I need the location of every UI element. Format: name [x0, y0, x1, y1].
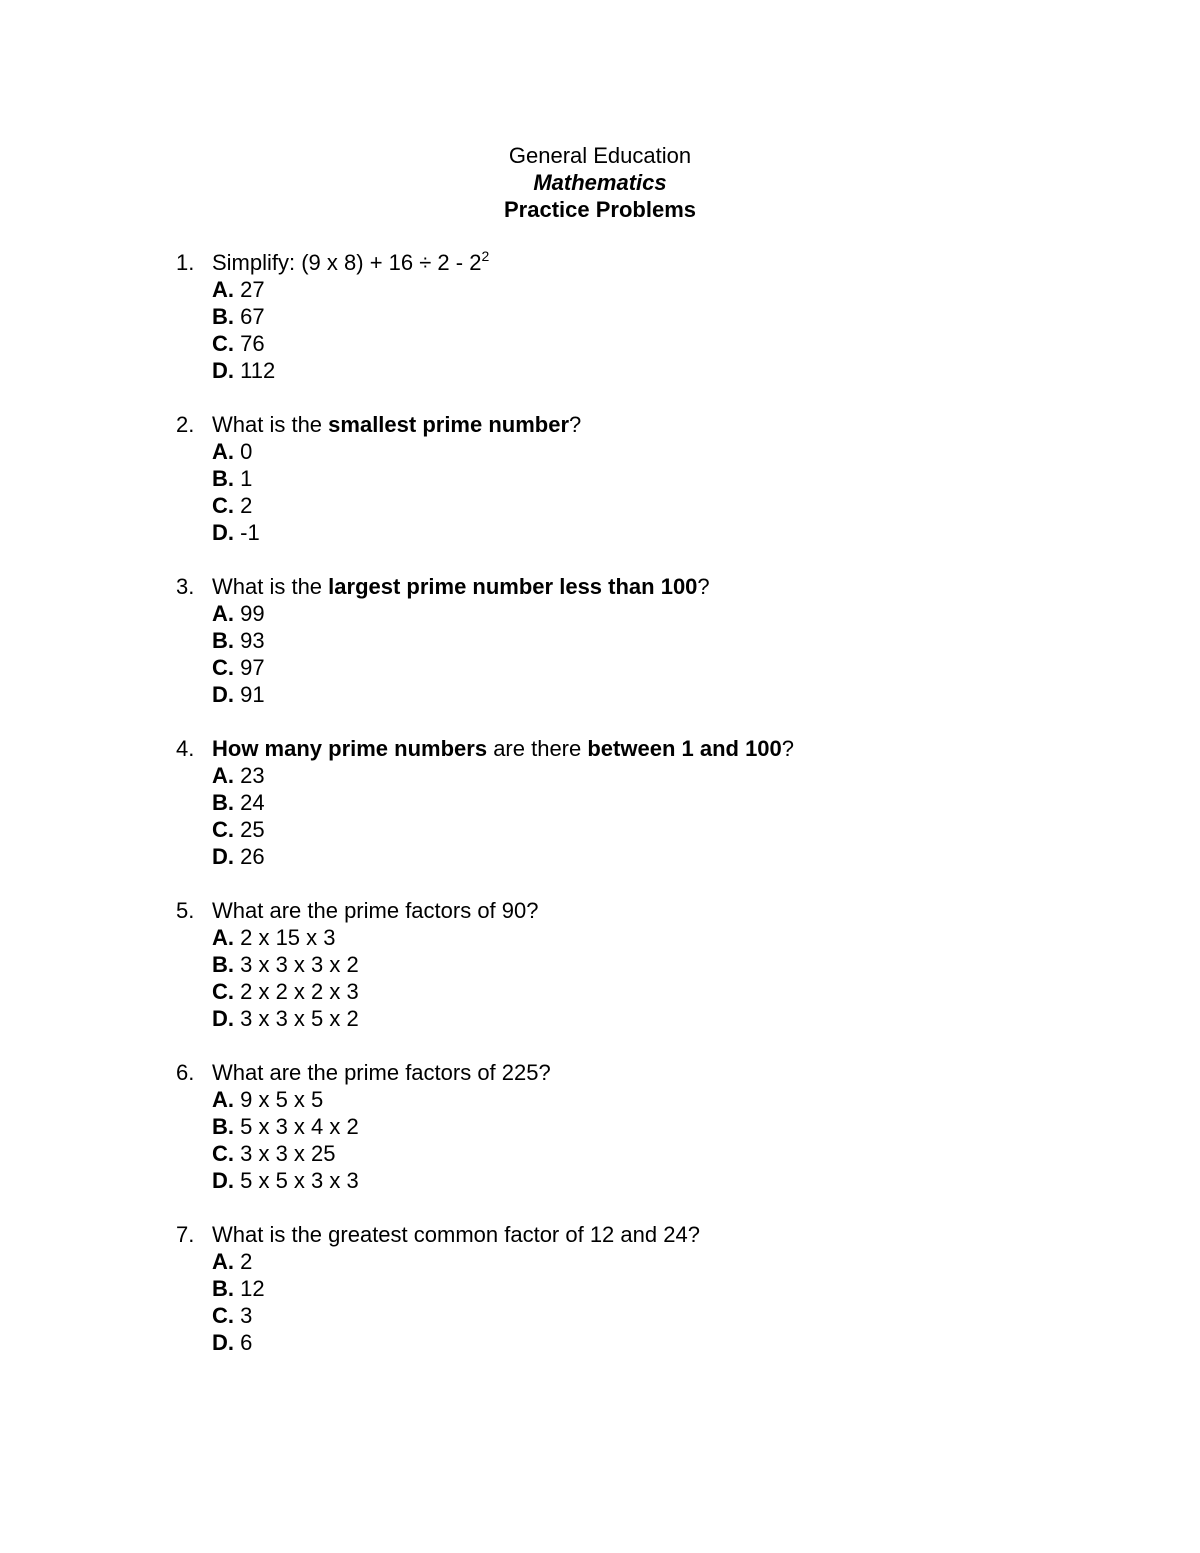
option-text: 3 x 3 x 3 x 2 — [234, 952, 359, 977]
answer-option — [212, 681, 1076, 708]
answer-option — [212, 951, 1076, 978]
option-letter: C. — [212, 979, 234, 1004]
question-text — [212, 573, 710, 600]
answer-option — [212, 627, 1076, 654]
option-text: 24 — [234, 790, 265, 815]
question-text-part: ? — [569, 412, 582, 437]
option-letter: A. — [212, 439, 234, 464]
question-item — [176, 897, 1076, 1032]
question-text-part: What are the prime factors of 90? — [212, 898, 539, 923]
question-number: 3. — [176, 574, 195, 599]
option-text: -1 — [234, 520, 260, 545]
option-text: 2 x 2 x 2 x 3 — [234, 979, 359, 1004]
question-text-part: What is the greatest common factor of 12 and 24? — [212, 1222, 700, 1247]
answer-option — [212, 762, 1076, 789]
answer-option — [212, 492, 1076, 519]
question-number: 1. — [176, 250, 195, 275]
question-text-part: What is the — [212, 412, 329, 437]
answer-option — [212, 654, 1076, 681]
option-letter: D. — [212, 1168, 234, 1193]
answer-option — [212, 1167, 1076, 1194]
question-text-bold: between 1 and 100 — [587, 736, 782, 761]
option-text: 25 — [234, 817, 265, 842]
question-prompt-row — [176, 1059, 1076, 1086]
answer-option — [212, 843, 1076, 870]
answer-options — [212, 276, 1076, 384]
answer-option — [212, 438, 1076, 465]
question-number: 7. — [176, 1222, 195, 1247]
option-text: 97 — [234, 655, 265, 680]
question-item — [176, 1059, 1076, 1194]
option-text: 112 — [234, 358, 276, 383]
answer-options — [212, 1248, 1076, 1356]
option-text: 1 — [234, 466, 253, 491]
question-prompt-row — [176, 897, 1076, 924]
option-letter: D. — [212, 844, 234, 869]
option-text: 3 x 3 x 25 — [234, 1141, 336, 1166]
option-letter: A. — [212, 1087, 234, 1112]
course-name: General Education — [508, 143, 692, 168]
question-text-part: What are the prime factors of 225? — [212, 1060, 551, 1085]
option-text: 5 x 5 x 3 x 3 — [234, 1168, 359, 1193]
superscript-exponent: 2 — [481, 248, 490, 264]
option-text: 93 — [234, 628, 265, 653]
question-prompt-row — [176, 573, 1076, 600]
option-text: 3 x 3 x 5 x 2 — [234, 1006, 359, 1031]
answer-option — [212, 465, 1076, 492]
option-letter: C. — [212, 1141, 234, 1166]
question-item — [176, 1221, 1076, 1356]
question-prompt-row — [176, 249, 1076, 276]
option-text: 2 — [234, 493, 253, 518]
question-number: 4. — [176, 736, 195, 761]
question-text — [212, 735, 794, 762]
answer-option — [212, 1329, 1076, 1356]
answer-options — [212, 438, 1076, 546]
page-title: Practice Problems — [504, 197, 696, 222]
option-letter: B. — [212, 466, 234, 491]
question-text — [212, 897, 539, 924]
question-number: 6. — [176, 1060, 195, 1085]
answer-option — [212, 1302, 1076, 1329]
option-letter: C. — [212, 817, 234, 842]
answer-option — [212, 519, 1076, 546]
option-letter: D. — [212, 358, 234, 383]
question-text-part: What is the — [212, 574, 329, 599]
question-text — [212, 1059, 551, 1086]
answer-option — [212, 1086, 1076, 1113]
option-text: 2 — [234, 1249, 253, 1274]
question-number: 2. — [176, 412, 195, 437]
question-text — [212, 411, 581, 438]
option-letter: A. — [212, 763, 234, 788]
question-text — [212, 1221, 700, 1248]
answer-options — [212, 762, 1076, 870]
option-letter: B. — [212, 1276, 234, 1301]
answer-option — [212, 330, 1076, 357]
answer-option — [212, 1275, 1076, 1302]
question-text-part: ? — [781, 736, 795, 761]
question-item — [176, 411, 1076, 546]
option-text: 67 — [234, 304, 265, 329]
answer-option — [212, 924, 1076, 951]
question-prompt-row — [176, 411, 1076, 438]
answer-options — [212, 1086, 1076, 1194]
answer-option — [212, 1113, 1076, 1140]
option-letter: D. — [212, 520, 234, 545]
question-text-bold: How many prime numbers — [212, 736, 488, 761]
option-letter: C. — [212, 331, 234, 356]
answer-option — [212, 357, 1076, 384]
option-letter: B. — [212, 790, 234, 815]
answer-option — [212, 1140, 1076, 1167]
option-letter: D. — [212, 1330, 234, 1355]
answer-option — [212, 978, 1076, 1005]
option-text: 12 — [234, 1276, 265, 1301]
option-letter: D. — [212, 682, 234, 707]
question-text-part: are there — [487, 736, 588, 761]
option-letter: C. — [212, 1303, 234, 1328]
answer-option — [212, 600, 1076, 627]
question-prompt-row — [176, 1221, 1076, 1248]
option-text: 5 x 3 x 4 x 2 — [234, 1114, 359, 1139]
option-text: 6 — [234, 1330, 253, 1355]
question-text — [212, 249, 489, 276]
option-text: 3 — [234, 1303, 253, 1328]
option-text: 0 — [234, 439, 253, 464]
question-text-part: ? — [697, 574, 710, 599]
answer-option — [212, 276, 1076, 303]
option-letter: B. — [212, 952, 234, 977]
document-header — [0, 142, 1200, 223]
subject-title: Mathematics — [533, 170, 667, 195]
option-letter: A. — [212, 925, 234, 950]
option-letter: A. — [212, 1249, 234, 1274]
question-item — [176, 735, 1076, 870]
answer-options — [212, 600, 1076, 708]
answer-option — [212, 1005, 1076, 1032]
question-text-part: Simplify: (9 x 8) + 16 ÷ 2 - 2 — [212, 250, 482, 275]
answer-option — [212, 303, 1076, 330]
answer-option — [212, 789, 1076, 816]
option-text: 2 x 15 x 3 — [234, 925, 336, 950]
answer-option — [212, 1248, 1076, 1275]
question-number: 5. — [176, 898, 195, 923]
option-text: 76 — [234, 331, 265, 356]
option-text: 27 — [234, 277, 265, 302]
question-item — [176, 249, 1076, 384]
option-text: 26 — [234, 844, 265, 869]
question-prompt-row — [176, 735, 1076, 762]
option-text: 91 — [234, 682, 265, 707]
question-item — [176, 573, 1076, 708]
option-letter: B. — [212, 628, 234, 653]
option-letter: C. — [212, 655, 234, 680]
answer-option — [212, 816, 1076, 843]
option-letter: A. — [212, 277, 234, 302]
option-text: 99 — [234, 601, 265, 626]
question-list — [176, 249, 1076, 1383]
answer-options — [212, 924, 1076, 1032]
question-text-bold: smallest prime number — [328, 412, 570, 437]
option-letter: B. — [212, 304, 234, 329]
option-letter: B. — [212, 1114, 234, 1139]
option-letter: D. — [212, 1006, 234, 1031]
option-text: 23 — [234, 763, 265, 788]
option-letter: A. — [212, 601, 234, 626]
option-text: 9 x 5 x 5 — [234, 1087, 324, 1112]
option-letter: C. — [212, 493, 234, 518]
question-text-bold: largest prime number less than 100 — [328, 574, 698, 599]
